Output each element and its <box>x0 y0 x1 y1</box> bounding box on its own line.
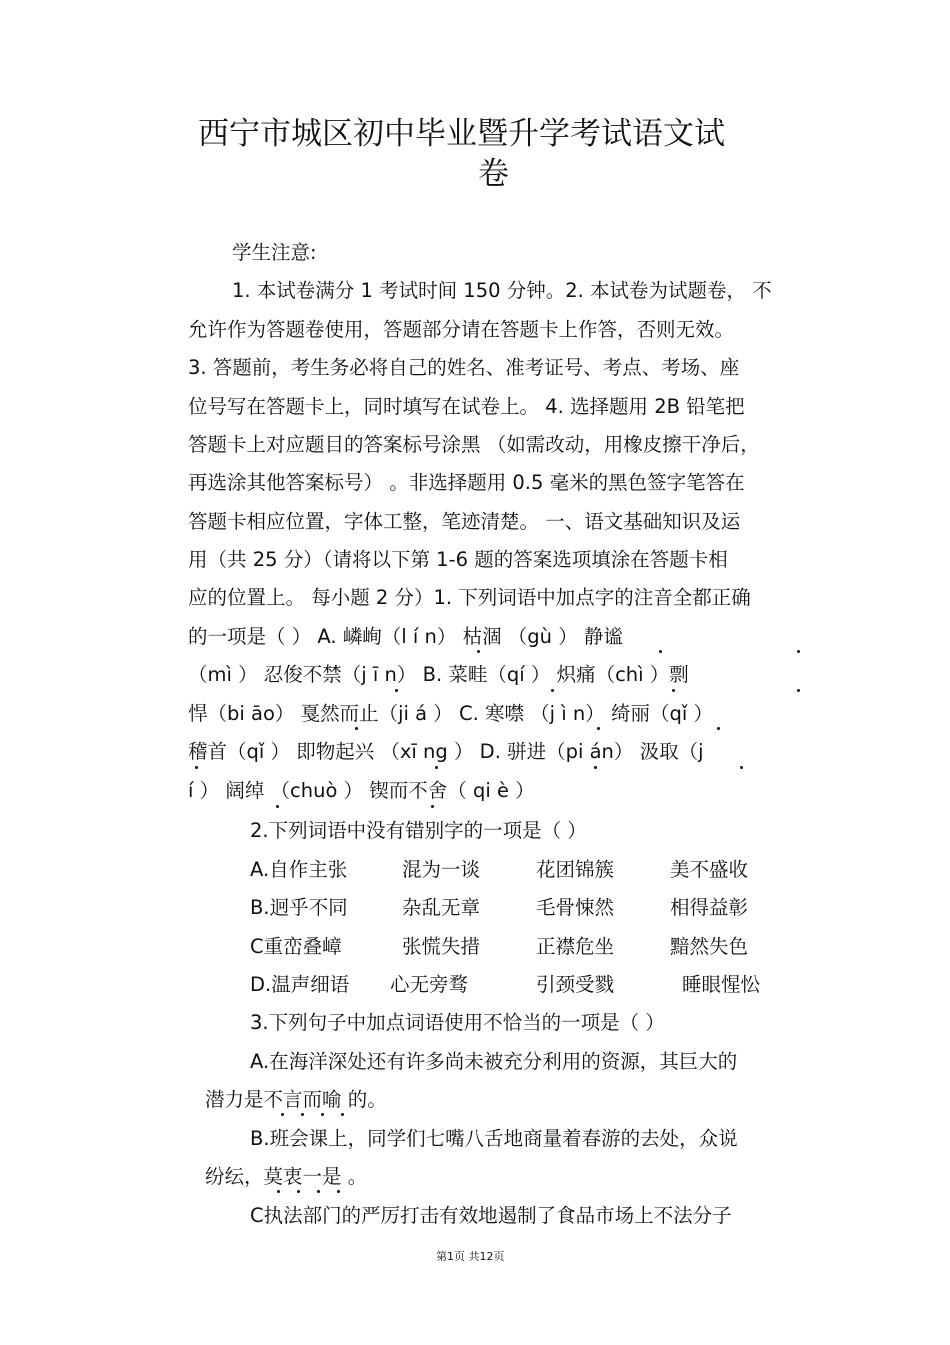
text-line: 用（共 25 分）（请将以下第 1-6 题的答案选项填涂在答题卡相 <box>188 548 728 571</box>
q2-option-c-word: 黯然失色 <box>670 935 749 958</box>
emphasis-dot <box>195 766 198 769</box>
emphasis-dot <box>659 650 662 653</box>
emphasis-dot <box>551 689 554 692</box>
q2-option-c: C重峦叠嶂 <box>250 935 342 958</box>
text-line: 应的位置上。 每小题 2 分）1. 下列词语中加点字的注音全都正确 <box>188 586 751 609</box>
q2-option-b-word: 相得益彰 <box>670 896 749 919</box>
q2-option-b-word: 毛骨悚然 <box>536 896 615 919</box>
question-1-line: （mì ） 忍俊不禁（j ī n） B. 菜畦（qí ） 炽痛（chì ）剽 <box>188 663 689 686</box>
emphasis-dot <box>740 766 743 769</box>
q3-option-a-continued: 潜力是不言而喻 的。 <box>205 1088 387 1111</box>
q2-option-a-word: 花团锦簇 <box>536 858 615 881</box>
question-1-line: í ） 阔绰 （chuò ） 锲而不舍（ qi è ） <box>188 779 535 802</box>
emphasis-dot <box>717 727 720 730</box>
notice-heading: 学生注意: <box>232 241 317 264</box>
emphasis-dot <box>276 805 279 808</box>
emphasis-dot <box>797 650 800 653</box>
emphasis-dot <box>597 727 600 730</box>
emphasis-dot <box>672 689 675 692</box>
q3-option-b-continued: 纷纭，莫衷一是 。 <box>205 1165 368 1188</box>
emphasis-dot <box>395 689 398 692</box>
q2-option-a-word: 美不盛收 <box>670 858 749 881</box>
text-line: 答题卡相应位置，字体工整，笔迹清楚。 一、语文基础知识及运 <box>188 510 741 533</box>
emphasis-dot <box>297 1190 300 1193</box>
q3-option-b: B.班会课上，同学们七嘴八舌地商量着春游的去处，众说 <box>250 1127 738 1150</box>
emphasis-dot <box>477 650 480 653</box>
text-line: 答题卡上对应题目的答案标号涂黑 （如需改动，用橡皮擦干净后， <box>188 433 760 456</box>
question-3-stem: 3.下列句子中加点词语使用不恰当的一项是（ ） <box>250 1011 665 1034</box>
emphasis-dot <box>341 1113 344 1116</box>
emphasis-dot <box>277 1190 280 1193</box>
emphasis-dot <box>321 1113 324 1116</box>
emphasis-dot <box>435 766 438 769</box>
emphasis-dot <box>797 689 800 692</box>
emphasis-dot <box>281 1113 284 1116</box>
page-title-continued: 卷 <box>478 156 509 192</box>
q2-option-c-word: 张慌失措 <box>402 935 481 958</box>
text-line: 位号写在答题卡上，同时填写在试卷上。 4. 选择题用 2B 铅笔把 <box>188 395 745 418</box>
text-line: 再选涂其他答案标号） 。非选择题用 0.5 毫米的黑色签字笔答在 <box>188 471 745 494</box>
page-number: 第1页 共12页 <box>436 1250 505 1263</box>
question-1-line: 悍（bi āo） 戛然而止（ji á ） C. 寒噤 （j ì n） 绮丽（qǐ ） <box>188 702 713 725</box>
q2-option-a: A.自作主张 <box>250 858 348 881</box>
question-1-line: 的一项是（ ） A. 嶙峋（l í n） 枯涸 （gù ） 静谧 <box>188 625 623 648</box>
q3-option-c: C执法部门的严厉打击有效地遏制了食品市场上不法分子 <box>250 1204 732 1227</box>
emphasis-dot <box>594 766 597 769</box>
text-line: 1. 本试卷满分 1 考试时间 150 分钟。2. 本试卷为试题卷， 不 <box>232 279 772 302</box>
emphasis-dot <box>431 805 434 808</box>
emphasis-dot <box>301 1113 304 1116</box>
q2-option-c-word: 正襟危坐 <box>536 935 615 958</box>
q2-option-b: B.迥乎不同 <box>250 896 348 919</box>
text-line: 允许作为答题卷使用，答题部分请在答题卡上作答，否则无效。 <box>188 318 735 341</box>
emphasis-dot <box>317 1190 320 1193</box>
emphasis-dot <box>337 1190 340 1193</box>
q2-option-d-word: 心无旁骛 <box>390 973 469 996</box>
text-line: 3. 答题前，考生务必将自己的姓名、准考证号、考点、考场、座 <box>188 356 740 379</box>
q2-option-a-word: 混为一谈 <box>402 858 481 881</box>
page-title: 西宁市城区初中毕业暨升学考试语文试 <box>198 116 725 152</box>
q3-option-a: A.在海洋深处还有许多尚未被充分利用的资源，其巨大的 <box>250 1050 738 1073</box>
emphasis-dot <box>355 727 358 730</box>
q2-option-d-word: 睡眼惺忪 <box>682 973 761 996</box>
q2-option-d-word: 引颈受戮 <box>536 973 615 996</box>
q2-option-d: D.温声细语 <box>250 973 350 996</box>
question-2-stem: 2.下列词语中没有错别字的一项是（ ） <box>250 819 587 842</box>
question-1-line: 稽首（qǐ ） 即物起兴 （xī ng ） D. 骈进（pi án） 汲取（j <box>188 740 704 763</box>
q2-option-b-word: 杂乱无章 <box>402 896 481 919</box>
